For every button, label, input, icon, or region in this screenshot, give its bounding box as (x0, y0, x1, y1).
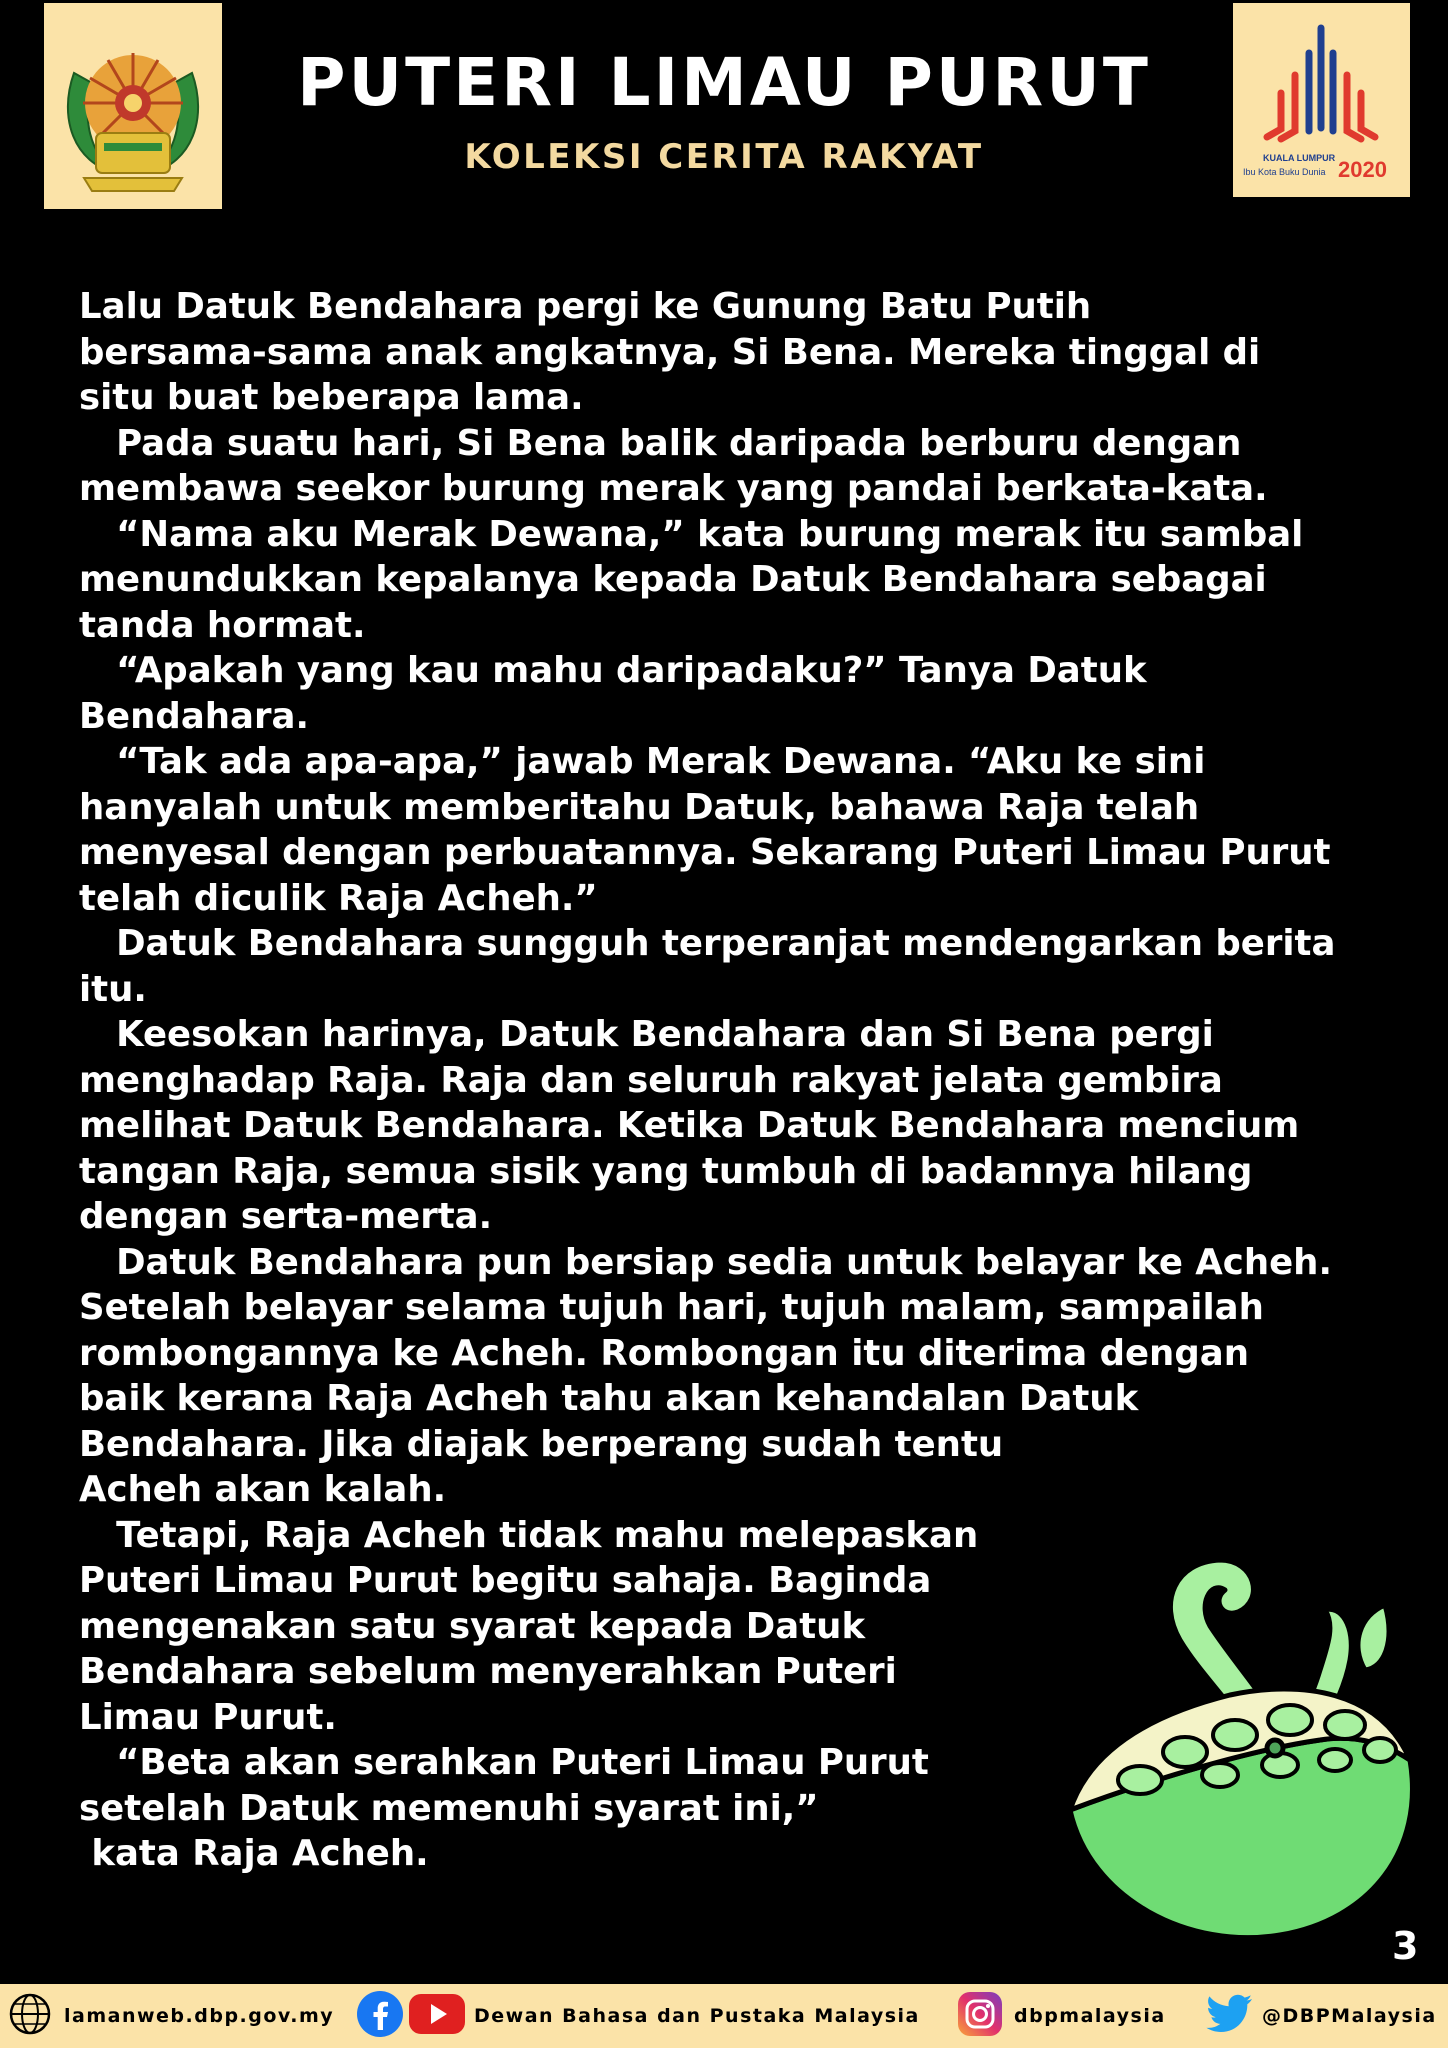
twitter-handle[interactable]: @DBPMalaysia (1262, 2005, 1437, 2027)
website-link[interactable]: lamanweb.dbp.gov.my (64, 2005, 335, 2027)
story-line: telah diculik Raja Acheh.” (79, 877, 598, 919)
instagram-handle[interactable]: dbpmalaysia (1014, 2005, 1166, 2027)
story-line: kata Raja Acheh. (79, 1833, 429, 1874)
story-line: itu. (79, 968, 147, 1010)
footer-website[interactable] (8, 1984, 334, 2048)
footer (0, 1984, 1448, 2048)
story-line: rombongannya ke Acheh. Rombongan itu diterima dengan (79, 1332, 1249, 1374)
story-line: hanyalah untuk memberitahu Datuk, bahawa Raja telah (79, 786, 1200, 828)
footer-facebook-youtube[interactable] (356, 1984, 920, 2048)
story-line: baik kerana Raja Acheh tahu akan kehandalan Datuk (79, 1378, 1139, 1419)
story-line: Bendahara sebelum menyerahkan Puteri (79, 1651, 897, 1692)
story-line: setelah Datuk memenuhi syarat ini,” (79, 1787, 819, 1829)
story-line: Datuk Bendahara sungguh terperanjat mendengarkan berita (79, 923, 1336, 964)
footer-twitter[interactable] (1206, 1984, 1437, 2048)
story-line: Puteri Limau Purut begitu sahaja. Baginda (79, 1560, 932, 1601)
story-line: tangan Raja, semua sisik yang tumbuh di badannya hilang (79, 1150, 1253, 1192)
story-line: membawa seekor burung merak yang pandai berkata-kata. (79, 468, 1268, 509)
footer-instagram[interactable] (956, 1984, 1166, 2048)
story-line: Limau Purut. (79, 1696, 337, 1738)
story-line: “Tak ada apa-apa,” jawab Merak Dewana. “Aku ke sini (79, 741, 1206, 782)
facebook-icon[interactable] (356, 1990, 404, 2043)
globe-icon (8, 1992, 52, 2041)
youtube-icon[interactable] (408, 1992, 466, 2041)
story-line: menyesal dengan perbuatannya. Sekarang Puteri Limau Purut (79, 832, 1331, 873)
story-line: melihat Datuk Bendahara. Ketika Datuk Bendahara mencium (79, 1105, 1300, 1146)
story-line: Bendahara. Jika diajak berperang sudah tentu (79, 1423, 1004, 1465)
story-line: menundukkan kepalanya kepada Datuk Bendahara sebagai (79, 559, 1267, 600)
instagram-icon[interactable] (956, 1990, 1004, 2043)
story-line: tanda hormat. (79, 604, 366, 646)
right-logo-year: 2020 (1338, 157, 1387, 182)
story-line: Bendahara. (79, 695, 309, 737)
page-subtitle: KOLEKSI CERITA RAKYAT (464, 137, 984, 177)
story-line: situ buat beberapa lama. (79, 377, 584, 418)
story-line: “Beta akan serahkan Puteri Limau Purut (79, 1742, 929, 1783)
right-logo-line1: KUALA LUMPUR (1263, 153, 1336, 163)
story-line: “Apakah yang kau mahu daripadaku?” Tanya Datuk (79, 650, 1147, 691)
story-line: mengenakan satu syarat kepada Datuk (79, 1605, 866, 1647)
dbp-social-name[interactable]: Dewan Bahasa dan Pustaka Malaysia (474, 2005, 920, 2027)
kl-world-book-capital-logo (1233, 3, 1410, 197)
story-line: Acheh akan kalah. (79, 1469, 447, 1510)
story-line: bersama-sama anak angkatnya, Si Bena. Mereka tinggal di (79, 331, 1261, 373)
story-line: Pada suatu hari, Si Bena balik daripada berburu dengan (79, 422, 1242, 464)
story-line: Datuk Bendahara pun bersiap sedia untuk belayar ke Acheh. (79, 1241, 1332, 1283)
kaffir-lime-illustration (1050, 1430, 1420, 1940)
story-line: dengan serta-merta. (79, 1196, 493, 1237)
dbp-logo (44, 3, 222, 209)
story-line: menghadap Raja. Raja dan seluruh rakyat jelata gembira (79, 1059, 1223, 1101)
story-line: Setelah belayar selama tujuh hari, tujuh malam, sampailah (79, 1287, 1264, 1328)
right-logo-line2: Ibu Kota Buku Dunia (1243, 167, 1326, 177)
story-line: Lalu Datuk Bendahara pergi ke Gunung Batu Putih (79, 286, 1092, 327)
twitter-icon[interactable] (1206, 1994, 1254, 2039)
story-line: Tetapi, Raja Acheh tidak mahu melepaskan (79, 1514, 979, 1556)
page-number: 3 (1392, 1924, 1419, 1968)
story-line: “Nama aku Merak Dewana,” kata burung merak itu sambal (79, 513, 1304, 555)
page-title: PUTERI LIMAU PURUT (297, 44, 1151, 121)
story-line: Keesokan harinya, Datuk Bendahara dan Si Bena pergi (79, 1014, 1214, 1055)
